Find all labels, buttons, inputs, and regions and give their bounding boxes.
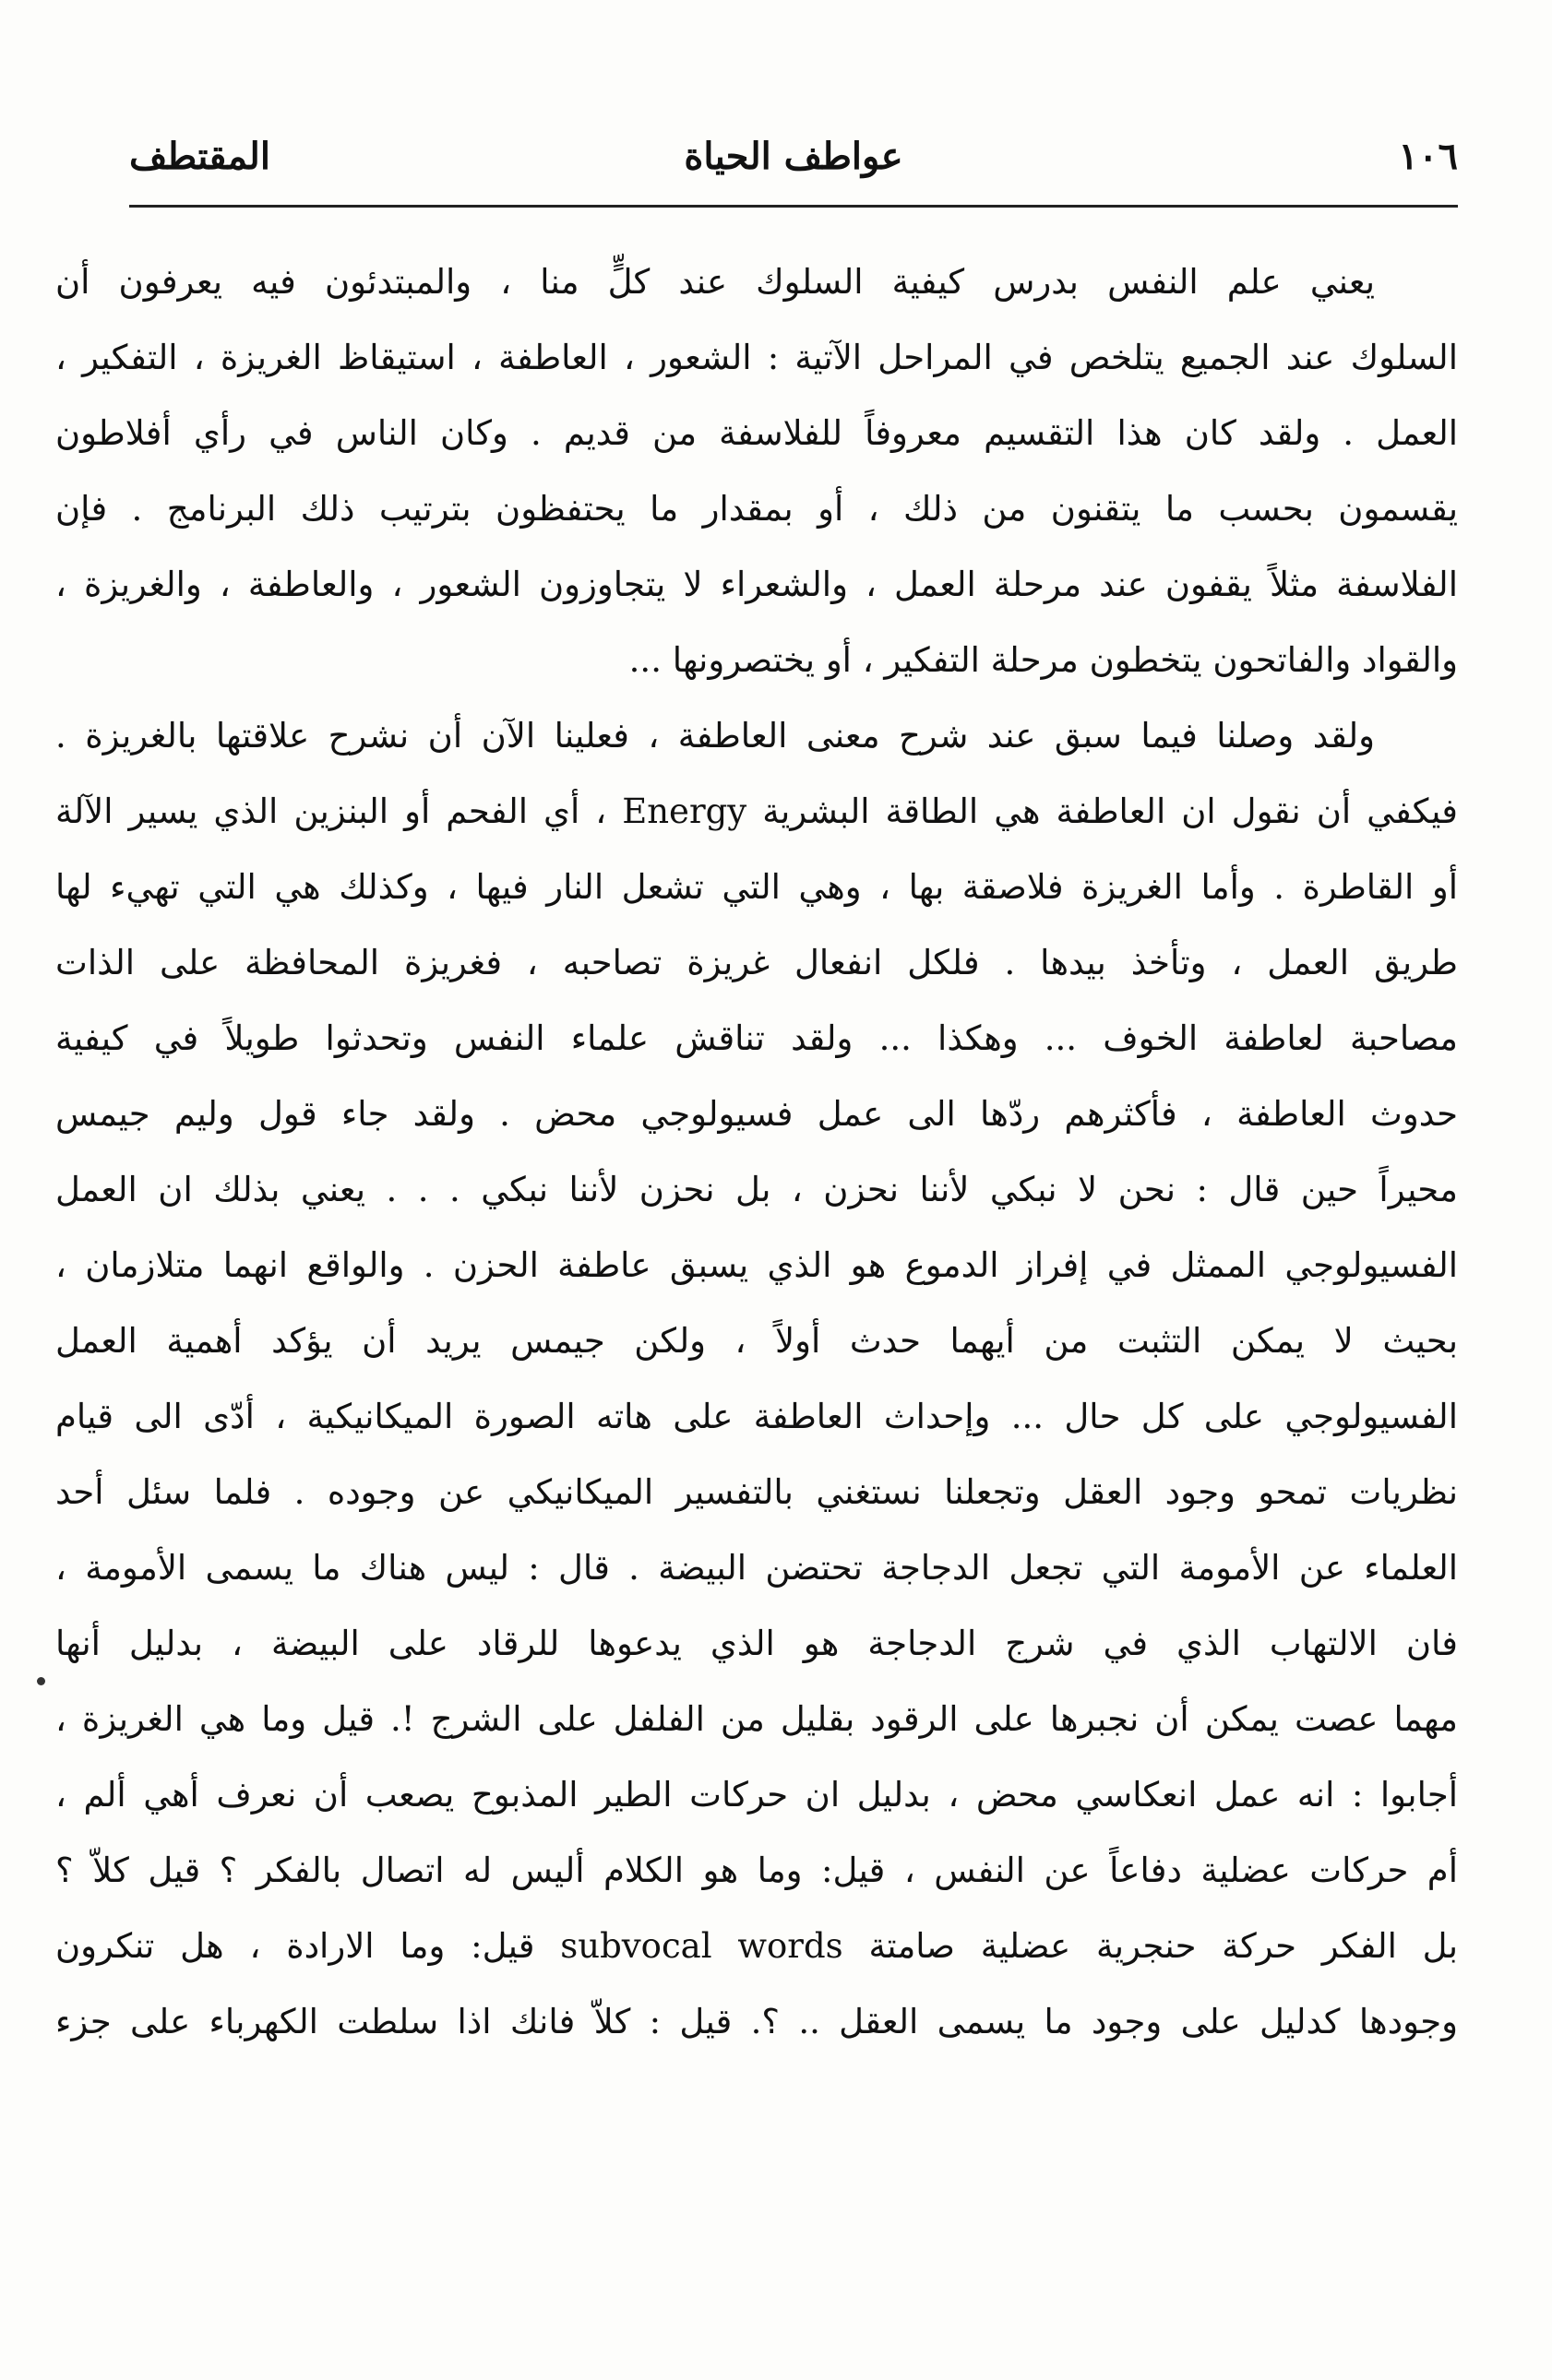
text-line: العلماء عن الأمومة التي تجعل الدجاجة تحتضن البيضة . قال : ليس هناك ما يسمى الأمومة ،: [55, 1548, 1458, 1588]
page-header: [129, 125, 1458, 189]
text-line: طريق العمل ، وتأخذ بيدها . فلكل انفعال غريزة تصاحبه ، فغريزة المحافظة على الذات: [55, 943, 1458, 982]
text-line: مهما عصت يمكن أن نجبرها على الرقود بقليل من الفلفل على الشرج !. قيل وما هي الغريزة ،: [55, 1699, 1458, 1739]
text-line: يعني علم النفس بدرس كيفية السلوك عند كلٍّ منا ، والمبتدئون فيه يعرفون أن: [55, 262, 1375, 302]
text-line: الفسيولوجي على كل حال ... وإحداث العاطفة على هاته الصورة الميكانيكية ، أدّى الى قيام: [55, 1397, 1458, 1436]
text-line: فيكفي أن نقول ان العاطفة هي الطاقة البشرية Energy ، أي الفحم أو البنزين الذي يسير الآلة: [55, 791, 1458, 831]
text-line: حدوث العاطفة ، فأكثرهم ردّها الى عمل فسيولوجي محض . ولقد جاء قول وليم جيمس: [55, 1094, 1458, 1134]
text-line: محيراً حين قال : نحن لا نبكي لأننا نحزن ، بل نحزن لأننا نبكي . . . يعني بذلك ان العمل: [55, 1170, 1458, 1209]
margin-mark: [37, 1677, 45, 1685]
text-line: أم حركات عضلية دفاعاً عن النفس ، قيل: وما هو الكلام أليس له اتصال بالفكر ؟ قيل كلاّ ؟: [55, 1850, 1458, 1890]
text-line: بحيث لا يمكن التثبت من أيهما حدث أولاً ، ولكن جيمس يريد أن يؤكد أهمية العمل: [55, 1321, 1458, 1361]
text-line: الفسيولوجي الممثل في إفراز الدموع هو الذي يسبق عاطفة الحزن . والواقع انهما متلازمان ،: [55, 1245, 1458, 1285]
text-line: أو القاطرة . وأما الغريزة فلاصقة بها ، وهي التي تشعل النار فيها ، وكذلك هي التي تهيء لها: [55, 867, 1458, 907]
article-body: [55, 244, 1458, 2060]
text-line: يقسمون بحسب ما يتقنون من ذلك ، أو بمقدار ما يحتفظون بترتيب ذلك البرنامج . فإن: [55, 489, 1458, 529]
text-line: والقواد والفاتحون يتخطون مرحلة التفكير ، أو يختصرونها ...: [628, 640, 1458, 680]
text-line: العمل . ولقد كان هذا التقسيم معروفاً للفلاسفة من قديم . وكان الناس في رأي أفلاطون: [55, 413, 1458, 453]
header-rule: [129, 205, 1458, 208]
text-line: فان الالتهاب الذي في شرج الدجاجة هو الذي يدعوها للرقاد على البيضة ، بدليل أنها: [55, 1624, 1458, 1663]
text-line: مصاحبة لعاطفة الخوف ... وهكذا ... ولقد تناقش علماء النفس وتحدثوا طويلاً في كيفية: [55, 1018, 1458, 1058]
text-line: وجودها كدليل على وجود ما يسمى العقل .. ؟. قيل : كلاّ فانك اذا سلطت الكهرباء على جزء: [55, 2002, 1458, 2041]
text-line: الفلاسفة مثلاً يقفون عند مرحلة العمل ، والشعراء لا يتجاوزون الشعور ، والعاطفة ، والغريزة ،: [55, 565, 1458, 604]
page-number: ١٠٦: [1398, 135, 1458, 178]
text-line: السلوك عند الجميع يتلخص في المراحل الآتية : الشعور ، العاطفة ، استيقاظ الغريزة ، التفكير ،: [55, 338, 1458, 377]
running-title: عواطف الحياة: [684, 135, 903, 178]
journal-name: المقتطف: [129, 135, 270, 178]
text-line: ولقد وصلنا فيما سبق عند شرح معنى العاطفة ، فعلينا الآن أن نشرح علاقتها بالغريزة .: [55, 716, 1375, 756]
text-line: بل الفكر حركة حنجرية عضلية صامتة subvocal words قيل: وما الارادة ، هل تنكرون: [55, 1926, 1458, 1966]
text-line: نظريات تمحو وجود العقل وتجعلنا نستغني بالتفسير الميكانيكي عن وجوده . فلما سئل أحد: [55, 1472, 1458, 1512]
text-line: أجابوا : انه عمل انعكاسي محض ، بدليل ان حركات الطير المذبوح يصعب أن نعرف أهي ألم ،: [55, 1775, 1458, 1815]
